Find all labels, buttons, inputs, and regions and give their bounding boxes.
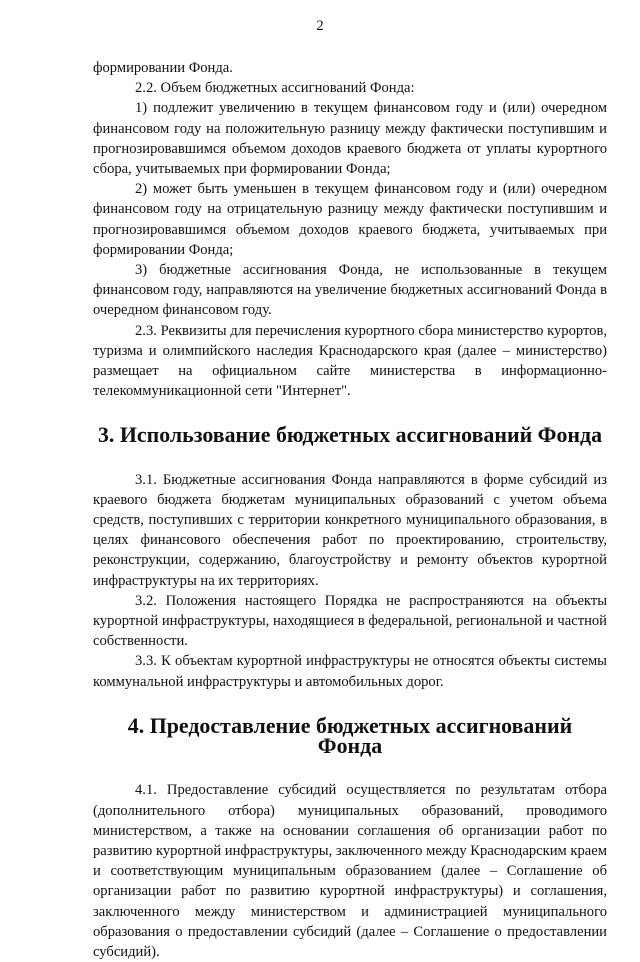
paragraph: 4.1. Предоставление субсидий осуществляется по результатам отбора (дополнительного отбора) муниципальных образований, проводимого министерством, а также на основании соглашения об организации работ по развитию курортной инфраструктуры, заключенного между Краснодарским краем и соответствующим муниципальным образованием (далее – Соглашение об организации работ по развитию курортной инфраструктуры) и соглашения, заключенного между министерством и администрацией муниципального образования о предоставлении субсидий (далее – Соглашение о предоставлении субсидий). [93,782,608,960]
paragraph: 2.2. Объем бюджетных ассигнований Фонда: [135,80,415,97]
document-body [93,58,607,962]
paragraph: 1) подлежит увеличению в текущем финансовом году и (или) очередном финансовом году на положительную разницу между фактически поступившим и прогнозировавшимся объемом доходов краевого бюджета от уплаты курортного сбора, учитываемых при формировании Фонда; [93,100,607,178]
paragraph: 2.3. Реквизиты для перечисления курортного сбора министерство курортов, туризма и олимпийского наследия Краснодарского края (далее – министерство) размещает на официальном сайте министерства в информационно-телекоммуникационной сети "Интернет". [93,322,607,400]
paragraph: 3.2. Положения настоящего Порядка не распространяются на объекты курортной инфраструктуры, находящиеся в федеральной, региональной и частной собственности. [93,592,607,650]
section-heading-3: 3. Использование бюджетных ассигнований Фонда [97,422,603,448]
paragraph: 3.3. К объектам курортной инфраструктуры не относятся объекты системы коммунальной инфраструктуры и автомобильных дорог. [93,653,607,690]
paragraph: формировании Фонда. [93,60,233,76]
paragraph: 3.1. Бюджетные ассигнования Фонда направляются в форме субсидий из краевого бюджета бюджетам муниципальных образований с учетом объема средств, поступивших с территории конкретного муниципального образования, в целях финансового обеспечения работ по проектированию, строительству, реконструкции, содержанию, благоустройству и ремонту объектов курортной инфраструктуры на их территориях. [93,471,607,589]
paragraph: 2) может быть уменьшен в текущем финансовом году и (или) очередном финансовом году на отрицательную разницу между фактически поступившим и прогнозировавшимся объемом доходов краевого бюджета, учитываемых при формировании Фонда; [93,181,607,258]
section-heading-4: 4. Предоставление бюджетных ассигнований Фонда [127,712,573,759]
page-number: 2 [316,18,324,34]
paragraph: 3) бюджетные ассигнования Фонда, не использованные в текущем финансовом году, направляются на увеличение бюджетных ассигнований Фонда в очередном финансовом году. [93,262,607,319]
